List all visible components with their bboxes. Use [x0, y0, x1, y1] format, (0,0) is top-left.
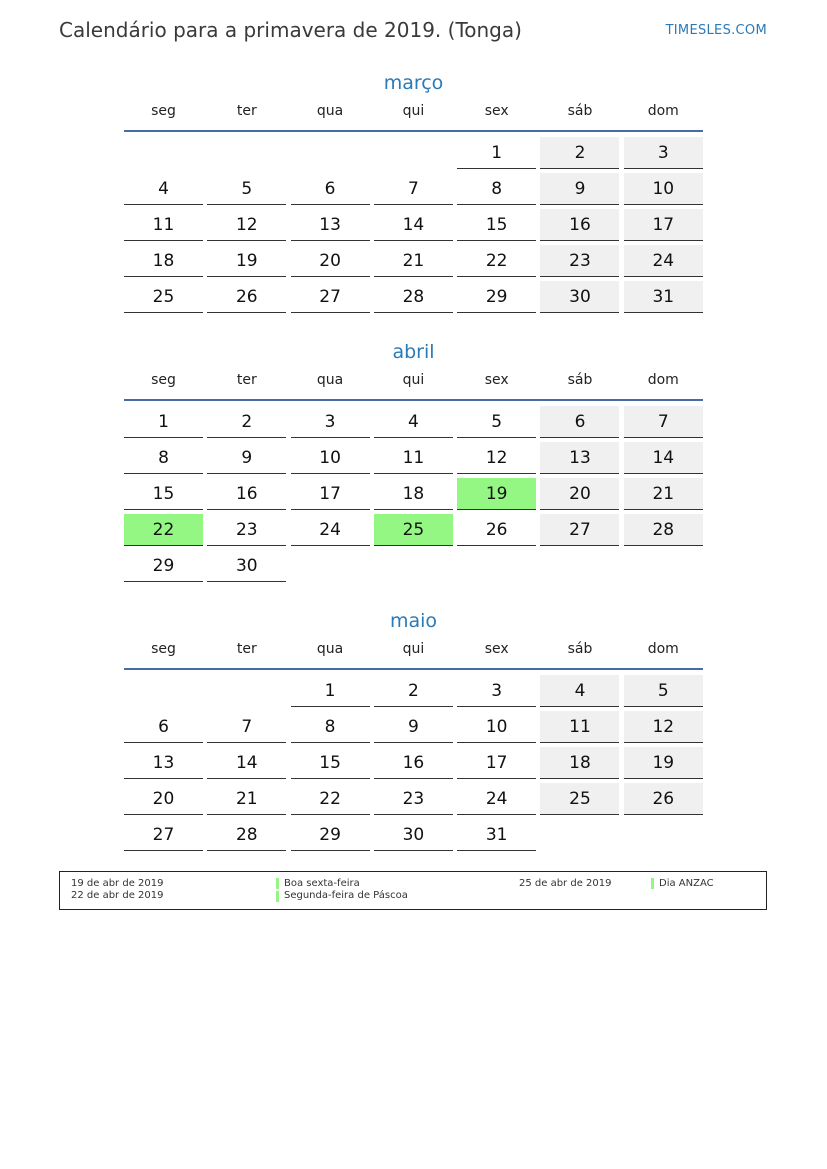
day-cell: 26 — [457, 514, 536, 546]
day-cell: 26 — [207, 281, 286, 313]
weekday-label: sex — [484, 372, 509, 388]
header-divider — [124, 130, 703, 132]
day-cell: 4 — [374, 406, 453, 438]
day-cell: 15 — [457, 209, 536, 241]
day-cell: 19 — [207, 245, 286, 277]
empty-cell — [374, 137, 453, 169]
weekday-label: sex — [484, 641, 509, 657]
day-cell: 3 — [624, 137, 703, 169]
weekday-label: qua — [316, 372, 344, 388]
day-cell: 17 — [624, 209, 703, 241]
day-cell: 22 — [291, 783, 370, 815]
day-cell: 23 — [374, 783, 453, 815]
day-cell: 6 — [124, 711, 203, 743]
brand-link[interactable]: TIMESLES.COM — [665, 23, 767, 38]
empty-cell — [124, 675, 203, 707]
month-title: abril — [392, 341, 435, 363]
day-cell: 16 — [374, 747, 453, 779]
day-cell: 7 — [374, 173, 453, 205]
day-cell: 2 — [374, 675, 453, 707]
day-cell-holiday: 19 — [457, 478, 536, 510]
weekday-label: sex — [484, 103, 509, 119]
day-cell: 3 — [457, 675, 536, 707]
day-cell: 7 — [624, 406, 703, 438]
day-cell: 30 — [374, 819, 453, 851]
page-header — [59, 18, 767, 48]
weekday-label: ter — [236, 641, 257, 657]
day-cell: 31 — [624, 281, 703, 313]
holiday-legend — [59, 871, 767, 910]
day-cell: 2 — [207, 406, 286, 438]
day-cell: 13 — [291, 209, 370, 241]
day-grid — [124, 137, 703, 313]
weekday-label: sáb — [567, 372, 593, 388]
day-cell: 28 — [207, 819, 286, 851]
day-cell: 10 — [624, 173, 703, 205]
day-cell: 24 — [291, 514, 370, 546]
day-cell: 17 — [291, 478, 370, 510]
day-cell: 30 — [207, 550, 286, 582]
day-cell: 14 — [624, 442, 703, 474]
page-title: Calendário para a primavera de 2019. (Tonga) — [59, 18, 522, 42]
day-cell: 17 — [457, 747, 536, 779]
legend-holiday-name: Dia ANZAC — [659, 878, 714, 889]
day-cell: 2 — [540, 137, 619, 169]
weekday-label: seg — [151, 372, 176, 388]
day-cell: 19 — [624, 747, 703, 779]
day-cell: 15 — [291, 747, 370, 779]
weekday-header — [124, 371, 703, 399]
day-cell: 10 — [291, 442, 370, 474]
day-cell-holiday: 25 — [374, 514, 453, 546]
day-cell: 14 — [207, 747, 286, 779]
day-cell: 9 — [540, 173, 619, 205]
weekday-header — [124, 102, 703, 130]
weekday-label: dom — [647, 641, 679, 657]
day-cell: 3 — [291, 406, 370, 438]
weekday-label: qui — [402, 372, 425, 388]
month-april — [124, 339, 703, 582]
day-cell: 29 — [457, 281, 536, 313]
day-cell: 8 — [457, 173, 536, 205]
day-cell: 13 — [540, 442, 619, 474]
day-cell: 20 — [291, 245, 370, 277]
day-cell: 10 — [457, 711, 536, 743]
weekday-label: qui — [402, 641, 425, 657]
legend-holiday-name: Boa sexta-feira — [284, 878, 360, 889]
header-divider — [124, 668, 703, 670]
day-cell: 4 — [540, 675, 619, 707]
day-cell: 11 — [374, 442, 453, 474]
empty-cell — [124, 137, 203, 169]
day-cell: 29 — [124, 550, 203, 582]
day-cell: 20 — [540, 478, 619, 510]
day-cell-holiday: 22 — [124, 514, 203, 546]
legend-color-swatch — [276, 891, 279, 902]
month-may — [124, 608, 703, 851]
day-cell: 31 — [457, 819, 536, 851]
month-title: março — [383, 72, 444, 94]
legend-color-swatch — [276, 878, 279, 889]
day-cell: 27 — [540, 514, 619, 546]
day-cell: 18 — [540, 747, 619, 779]
empty-cell — [207, 137, 286, 169]
day-cell: 26 — [624, 783, 703, 815]
legend-date: 22 de abr de 2019 — [71, 890, 164, 901]
day-cell: 21 — [624, 478, 703, 510]
weekday-label: sáb — [567, 641, 593, 657]
day-cell: 27 — [291, 281, 370, 313]
legend-color-swatch — [651, 878, 654, 889]
weekday-label: qui — [402, 103, 425, 119]
day-cell: 9 — [207, 442, 286, 474]
day-cell: 8 — [124, 442, 203, 474]
day-cell: 8 — [291, 711, 370, 743]
weekday-label: seg — [151, 103, 176, 119]
day-cell: 25 — [540, 783, 619, 815]
day-cell: 15 — [124, 478, 203, 510]
month-title: maio — [389, 610, 438, 632]
day-cell: 4 — [124, 173, 203, 205]
day-cell: 5 — [457, 406, 536, 438]
day-cell: 30 — [540, 281, 619, 313]
day-grid — [124, 675, 703, 851]
day-grid — [124, 406, 703, 582]
day-cell: 1 — [124, 406, 203, 438]
day-cell: 18 — [374, 478, 453, 510]
day-cell: 27 — [124, 819, 203, 851]
day-cell: 5 — [624, 675, 703, 707]
day-cell: 28 — [624, 514, 703, 546]
empty-cell — [291, 137, 370, 169]
day-cell: 7 — [207, 711, 286, 743]
day-cell: 21 — [374, 245, 453, 277]
day-cell: 13 — [124, 747, 203, 779]
empty-cell — [207, 675, 286, 707]
day-cell: 16 — [540, 209, 619, 241]
day-cell: 20 — [124, 783, 203, 815]
header-divider — [124, 399, 703, 401]
weekday-label: sáb — [567, 103, 593, 119]
day-cell: 24 — [457, 783, 536, 815]
day-cell: 12 — [457, 442, 536, 474]
legend-holiday-name: Segunda-feira de Páscoa — [284, 890, 408, 901]
weekday-label: qua — [316, 641, 344, 657]
weekday-label: seg — [151, 641, 176, 657]
legend-date: 25 de abr de 2019 — [519, 878, 612, 889]
day-cell: 5 — [207, 173, 286, 205]
day-cell: 14 — [374, 209, 453, 241]
day-cell: 11 — [124, 209, 203, 241]
weekday-label: ter — [236, 103, 257, 119]
weekday-label: dom — [647, 103, 679, 119]
month-march — [124, 70, 703, 313]
weekday-label: qua — [316, 103, 344, 119]
weekday-label: dom — [647, 372, 679, 388]
day-cell: 6 — [540, 406, 619, 438]
day-cell: 1 — [291, 675, 370, 707]
day-cell: 25 — [124, 281, 203, 313]
day-cell: 18 — [124, 245, 203, 277]
day-cell: 24 — [624, 245, 703, 277]
day-cell: 21 — [207, 783, 286, 815]
day-cell: 23 — [207, 514, 286, 546]
day-cell: 22 — [457, 245, 536, 277]
day-cell: 11 — [540, 711, 619, 743]
weekday-label: ter — [236, 372, 257, 388]
day-cell: 1 — [457, 137, 536, 169]
legend-date: 19 de abr de 2019 — [71, 878, 164, 889]
day-cell: 6 — [291, 173, 370, 205]
day-cell: 16 — [207, 478, 286, 510]
day-cell: 9 — [374, 711, 453, 743]
day-cell: 12 — [624, 711, 703, 743]
day-cell: 23 — [540, 245, 619, 277]
day-cell: 29 — [291, 819, 370, 851]
day-cell: 12 — [207, 209, 286, 241]
weekday-header — [124, 640, 703, 668]
day-cell: 28 — [374, 281, 453, 313]
